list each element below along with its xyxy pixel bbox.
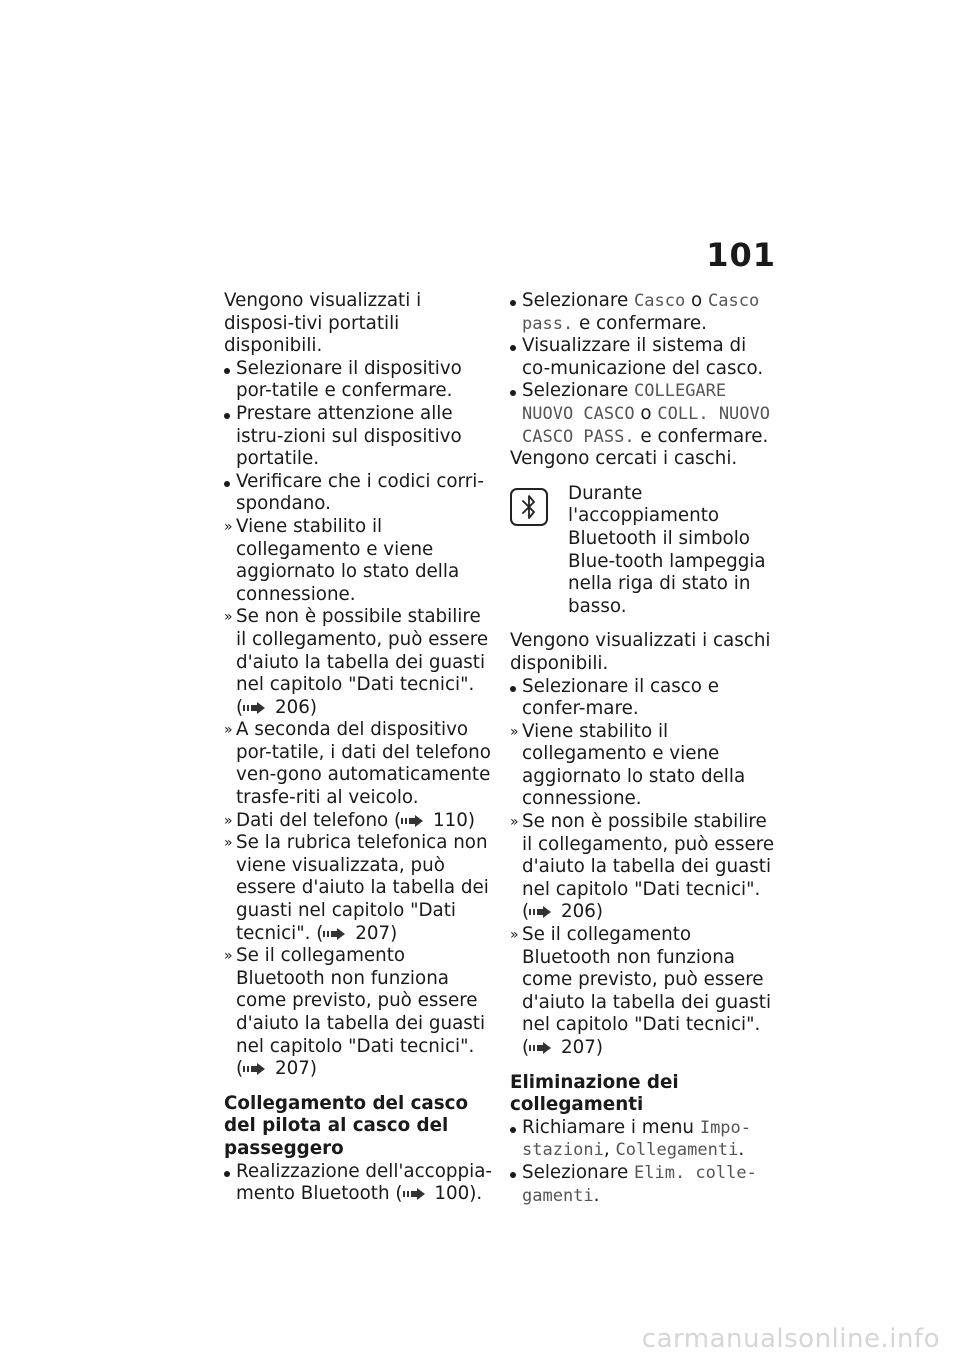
menu-option: Collegamenti	[615, 1140, 739, 1161]
bullet-icon	[224, 413, 230, 419]
reference-arrow-icon	[323, 928, 349, 940]
result-item: » Se la rubrica telefonica non viene visualizzata, può essere d'aiuto la tabella dei guasti nel capitolo "Dati tecnici". ( 207)	[224, 832, 489, 944]
reference-arrow-icon	[529, 1042, 555, 1054]
page-reference[interactable]: ( 207)	[522, 1037, 603, 1058]
bullet-item: Realizzazione dell'accoppia-mento Bluetooth ( 100).	[224, 1161, 494, 1206]
bullet-item: Verificare che i codici corri-spondano.	[224, 471, 494, 516]
menu-option: COLLEGARE NUOVO CASCO	[522, 381, 727, 424]
page-number: 101	[706, 236, 776, 274]
result-item: » Viene stabilito il collegamento e viene aggiornato lo stato della connessione.	[224, 515, 460, 605]
bullet-item: Selezionare Elim. colle-gamenti.	[510, 1162, 780, 1207]
result-arrow-icon: »	[510, 723, 519, 740]
reference-arrow-icon	[529, 906, 555, 918]
left-column	[224, 290, 494, 1206]
result-arrow-icon: »	[224, 948, 233, 965]
bullet-item: Richiamare i menu Impo-stazioni, Collegamenti.	[510, 1117, 780, 1162]
result-arrow-icon: »	[224, 835, 233, 852]
section-heading: Collegamento del casco del pilota al casco del passeggero	[224, 1092, 469, 1159]
menu-option: Elim. colle-gamenti	[522, 1162, 757, 1206]
status-text: Vengono cercati i caschi.	[510, 448, 738, 470]
bullet-icon	[510, 390, 516, 396]
result-arrow-icon: »	[510, 814, 519, 831]
bullet-item: Selezionare Casco o Casco pass. e confermare.	[510, 290, 780, 335]
result-arrow-icon: »	[510, 927, 519, 944]
result-arrow-icon: »	[224, 812, 233, 829]
menu-option: Impo-stazioni	[522, 1117, 752, 1161]
result-item: » Se non è possibile stabilire il collegamento, può essere d'aiuto la tabella dei guasti nel capitolo "Dati tecnici". ( 206)	[224, 606, 489, 718]
bluetooth-note	[510, 483, 780, 619]
bullet-item: Selezionare il casco e confer-mare.	[510, 676, 780, 721]
bullet-item: Visualizzare il sistema di co-municazione del casco.	[510, 335, 780, 380]
bullet-icon	[224, 1171, 230, 1177]
bullet-icon	[224, 481, 230, 487]
result-item: » Se il collegamento Bluetooth non funziona come previsto, può essere d'aiuto la tabella dei guasti nel capitolo "Dati tecnici". ( 207)	[510, 924, 772, 1058]
bullet-icon	[510, 686, 516, 692]
menu-option: Casco pass.	[522, 291, 760, 334]
result-arrow-icon: »	[224, 609, 233, 626]
menu-option: Casco	[634, 291, 686, 311]
page-reference[interactable]: ( 100).	[395, 1183, 483, 1205]
bluetooth-icon	[510, 488, 548, 526]
page-reference[interactable]: ( 207)	[236, 1058, 317, 1080]
result-item: » Se il collegamento Bluetooth non funziona come previsto, può essere d'aiuto la tabella dei guasti nel capitolo "Dati tecnici". ( 207)	[224, 945, 486, 1080]
result-item: » Viene stabilito il collegamento e viene aggiornato lo stato della connessione.	[510, 720, 746, 810]
bullet-icon	[510, 1172, 516, 1178]
bullet-item: Selezionare COLLEGARE NUOVO CASCO o COLL. NUOVO CASCO PASS. e confermare.	[510, 380, 780, 448]
page-reference[interactable]: ( 110)	[394, 809, 476, 831]
page-reference[interactable]: ( 207)	[316, 922, 398, 944]
intro-text: Vengono visualizzati i disposi-tivi portatili disponibili.	[224, 290, 422, 357]
result-arrow-icon: »	[224, 722, 233, 739]
right-column	[510, 290, 780, 1207]
page-reference[interactable]: ( 206)	[236, 696, 317, 718]
reference-arrow-icon	[403, 1188, 429, 1200]
bluetooth-note-text: Durante l'accoppiamento Bluetooth il simbolo Blue-tooth lampeggia nella riga di stato in basso.	[568, 482, 766, 617]
result-item: » A seconda del dispositivo por-tatile, i dati del telefono ven-gono automaticamente trasfe-riti al veicolo.	[224, 719, 491, 809]
bullet-icon	[510, 345, 516, 351]
watermark: carmanualsonline.info	[641, 1324, 940, 1354]
bullet-icon	[510, 300, 516, 306]
reference-arrow-icon	[243, 702, 269, 714]
bullet-icon	[224, 368, 230, 374]
section-heading: Eliminazione dei collegamenti	[510, 1071, 679, 1116]
menu-option: COLL. NUOVO CASCO PASS.	[522, 403, 770, 447]
result-item: » Dati del telefono ( 110)	[224, 809, 476, 831]
reference-arrow-icon	[401, 815, 427, 827]
reference-arrow-icon	[243, 1063, 269, 1075]
result-arrow-icon: »	[224, 518, 233, 535]
page-reference[interactable]: ( 206)	[522, 901, 603, 923]
bullet-icon	[510, 1127, 516, 1133]
status-text: Vengono visualizzati i caschi disponibili.	[510, 630, 771, 674]
bullet-item: Prestare attenzione alle istru-zioni sul dispositivo portatile.	[224, 403, 494, 471]
result-item: » Se non è possibile stabilire il collegamento, può essere d'aiuto la tabella dei guasti nel capitolo "Dati tecnici". ( 206)	[510, 811, 775, 923]
bullet-item: Selezionare il dispositivo por-tatile e confermare.	[224, 358, 494, 403]
